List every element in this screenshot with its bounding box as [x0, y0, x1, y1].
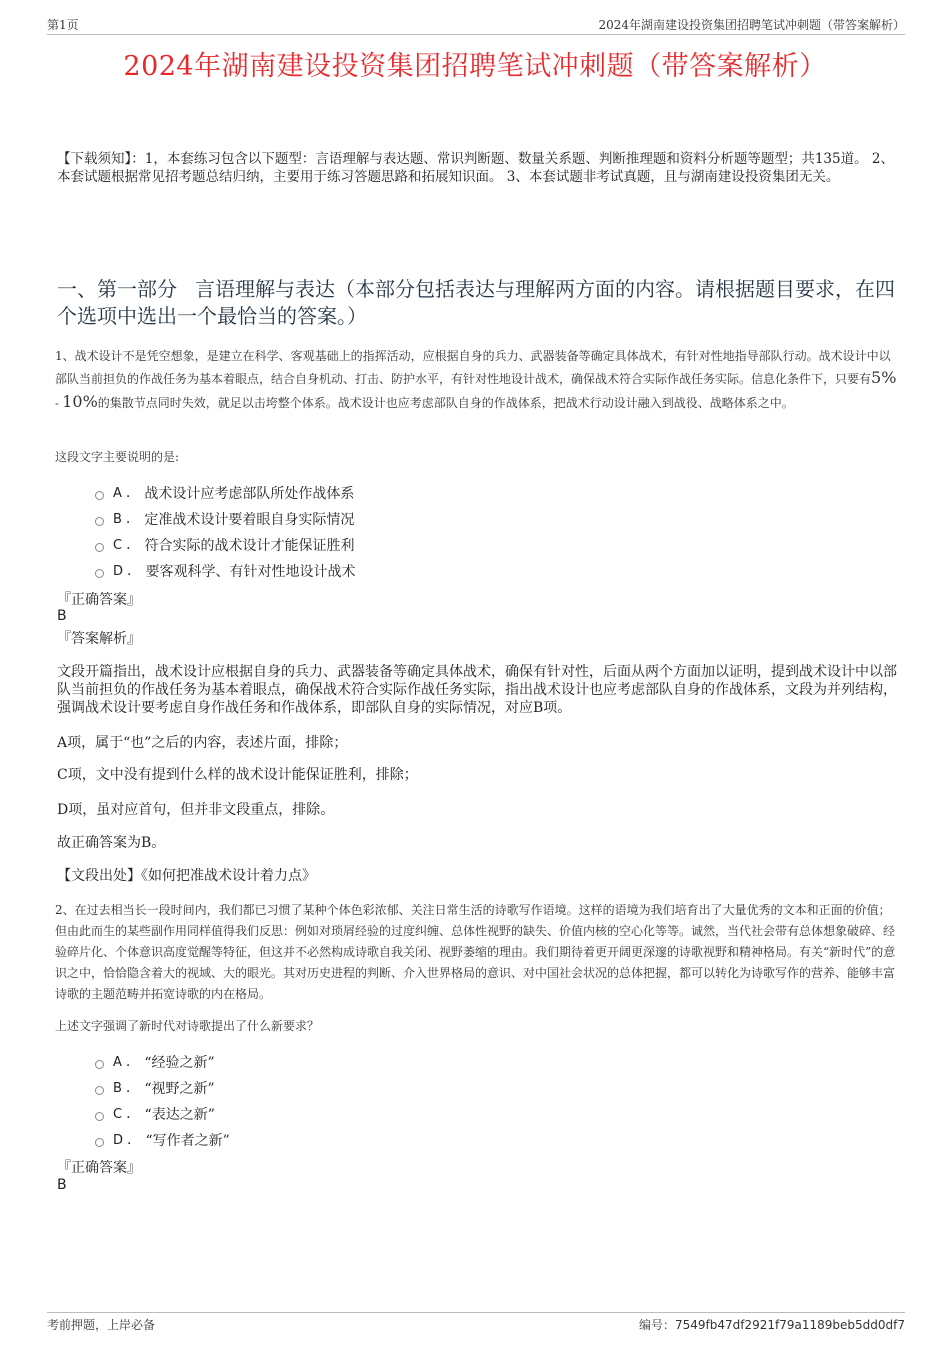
- question-2-prompt: 上述文字强调了新时代对诗歌提出了什么新要求？: [55, 1019, 320, 1033]
- radio-icon[interactable]: [95, 517, 104, 526]
- footer-slogan: 考前押题，上岸必备: [47, 1318, 156, 1332]
- correct-answer: B: [57, 1177, 67, 1193]
- answer-label: 『正确答案』: [57, 592, 141, 608]
- section-text: 言语理解与表达（本部分包括表达与理解两方面的内容。请根据题目要求，在四个选项中选出一个最恰当的答案。）: [57, 277, 895, 328]
- question-1-prompt: 这段文字主要说明的是:: [55, 450, 180, 464]
- radio-icon[interactable]: [95, 1112, 104, 1121]
- math-percent-high: 10%: [62, 392, 98, 411]
- radio-icon[interactable]: [95, 1138, 104, 1147]
- option-b[interactable]: B . “视野之新”: [95, 1075, 230, 1101]
- page-title: 2024年湖南建设投资集团招聘笔试冲刺题（带答案解析）: [123, 51, 827, 82]
- download-notice: 【下载须知】：1，本套练习包含以下题型：言语理解与表达题、常识判断题、数量关系题、判断推理题和资料分析题等题型；共135道。 2、本套试题根据常见招考题总结归纳，主要用于练习答题思路和拓展知识面。 3、本套试题非考试真题，且与湖南建设投资集团无关。: [57, 151, 894, 185]
- header-doc-title: 2024年湖南建设投资集团招聘笔试冲刺题（带答案解析）: [598, 18, 905, 32]
- radio-icon[interactable]: [95, 543, 104, 552]
- question-1-text: [55, 345, 897, 415]
- page-number: 第1页: [47, 18, 79, 32]
- option-c[interactable]: C . “表达之新”: [95, 1101, 230, 1127]
- analysis-text: 文段开篇指出，战术设计应根据自身的兵力、武器装备等确定具体战术，确保有针对性，后面从两个方面加以证明，提到战术设计中以部队当前担负的作战任务为基本着眼点，确保战术符合实际作战任务实际，指出战术设计也应考虑部队自身的作战体系，文段为并列结构，强调战术设计要考虑自身作战任务和作战体系，即部队自身的实际情况，对应B项。: [57, 664, 897, 716]
- radio-icon[interactable]: [95, 491, 104, 500]
- radio-icon[interactable]: [95, 569, 104, 578]
- analysis-note-a: A项，属于“也”之后的内容，表述片面，排除；: [57, 735, 348, 751]
- option-d[interactable]: D . 要客观科学、有针对性地设计战术: [95, 558, 355, 584]
- correct-answer: B: [57, 608, 67, 624]
- analysis-note-c: C项，文中没有提到什么样的战术设计能保证胜利，排除；: [57, 767, 418, 783]
- footer-code: 编号：7549fb47df2921f79a1189beb5dd0df7: [638, 1318, 905, 1332]
- analysis-label: 『答案解析』: [57, 631, 141, 647]
- option-c[interactable]: C . 符合实际的战术设计才能保证胜利: [95, 532, 355, 558]
- math-percent-low: 5%: [871, 368, 897, 387]
- passage-source: 【文段出处】《如何把准战术设计着力点》: [57, 868, 316, 884]
- radio-icon[interactable]: [95, 1086, 104, 1095]
- option-a[interactable]: A . “经验之新”: [95, 1049, 230, 1075]
- radio-icon[interactable]: [95, 1060, 104, 1069]
- page-header: [47, 14, 905, 35]
- section-number: 一、第一部分: [57, 277, 177, 301]
- page-footer: [47, 1312, 905, 1333]
- math-dash: -: [55, 397, 63, 410]
- analysis-note-d: D项，虽对应首句，但并非文段重点，排除。: [57, 802, 335, 818]
- question-1-text-part1: 1、战术设计不是凭空想象，是建立在科学、客观基础上的指挥活动，应根据自身的兵力、武器装备等确定具体战术，有针对性地指导部队行动。战术设计中以部队当前担负的作战任务为基本着眼点，结合自身机动、打击、防护水平，有针对性地设计战术，确保战术符合实际作战任务实际。信息化条件下，只要有: [55, 349, 891, 386]
- option-d[interactable]: D . “写作者之新”: [95, 1127, 230, 1153]
- question-2-options: [95, 1049, 230, 1153]
- question-2-text: 2、在过去相当长一段时间内，我们都已习惯了某种个体色彩浓郁、关注日常生活的诗歌写作语境。这样的语境为我们培育出了大量优秀的文本和正面的价值；但由此而生的某些副作用同样值得我们反思：例如对琐屑经验的过度纠缠、总体性视野的缺失、价值内核的空心化等等。诚然，当代社会带有总体想象破碎、经验碎片化、个体意识高度觉醒等特征，但这并不必然构成诗歌自我关闭、视野萎缩的理由。我们期待着更开阔更深邃的诗歌视野和精神格局。有关“新时代”的意识之中，恰恰隐含着大的视域、大的眼光。其对历史进程的判断、介入世界格局的意识、对中国社会状况的总体把握，都可以转化为诗歌写作的营养、能够丰富诗歌的主题范畴并拓宽诗歌的内在格局。: [55, 903, 896, 1001]
- answer-label: 『正确答案』: [57, 1160, 141, 1176]
- question-1-options: [95, 480, 355, 584]
- question-1-text-part2: 的集散节点同时失效，就足以击垮整个体系。战术设计也应考虑部队自身的作战体系，把战术行动设计融入到战役、战略体系之中。: [97, 396, 794, 410]
- analysis-conclusion: 故正确答案为B。: [57, 835, 166, 851]
- section-heading: [57, 276, 897, 330]
- option-a[interactable]: A . 战术设计应考虑部队所处作战体系: [95, 480, 355, 506]
- option-b[interactable]: B . 定准战术设计要着眼自身实际情况: [95, 506, 355, 532]
